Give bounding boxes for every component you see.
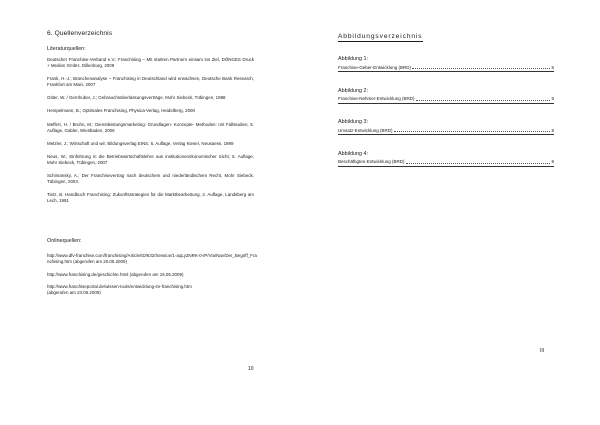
figure-index-line — [338, 96, 554, 104]
literature-item: Hempelmann, B.; Optimales Franchising, Physica-Verlag, Heidelberg, 2000 — [47, 108, 195, 114]
literature-item: Frank, H.-J.; Branchenanalyse – Franchising in Deutschland wird erwachsen, Deutsche Bank Research, Frankfurt am Main, 2007 — [47, 76, 254, 88]
dot-leader — [416, 100, 551, 101]
figure-index-line — [338, 159, 554, 167]
online-source-item — [47, 272, 257, 278]
figure-page-number: 8 — [551, 159, 554, 164]
figure-caption: Beschäftigten-Entwicklung (BRD) — [338, 159, 405, 164]
figure-index-entry[interactable] — [338, 119, 554, 135]
literature-item: Meffert, H. / Bruhn, M.; Dienstleistungsmarketing: Grundlagen- Konzepte- Methoden: mit Fallstudien, 5. Auflage, Gabler, Wiesbaden, 2006 — [47, 121, 254, 133]
dot-leader — [406, 163, 551, 164]
literature-item: Tietz, B. Handbuch Franchising: Zukunftsstrategien für die Marktbearbeitung, 2. Auflage, Landsberg am Lech, 1991 — [47, 192, 254, 204]
figure-index-entry[interactable] — [338, 56, 554, 72]
online-source-url[interactable]: http://www.franchising.de/geschichte.html — [47, 271, 129, 277]
dot-leader — [412, 68, 550, 69]
figure-page-number: 5 — [551, 64, 554, 70]
dot-leader — [394, 131, 551, 132]
online-source-access-date: (abgerufen am 23.05.2009) — [47, 290, 101, 296]
online-source-access-date: (abgerufen am 16.05.2009) — [129, 271, 184, 277]
figure-label: Abbildung 4: — [338, 150, 368, 157]
literature-item: Neus, W.; Einführung in die Betriebswirtschaftslehre aus institutionenökonomischer Sicht; 5. Auflage, Mohr Siebeck, Tübingen, 2007 — [47, 153, 254, 165]
figure-index-list — [338, 56, 554, 182]
page-number: 10 — [248, 366, 254, 372]
literature-item: Metzler, J.; Wirtschaft und wir; Bildungsverlag EINS, 6. Auflage, Verlag Kieser, Neusaess, 1989 — [47, 140, 234, 146]
figure-page-number: 5 — [551, 96, 554, 101]
online-source-item — [47, 284, 257, 296]
bibliography-heading: 6. Quellenverzeichnis — [47, 30, 113, 37]
online-source-access-date: (abgerufen am 20.05.2009) — [73, 259, 127, 265]
online-sources-list — [47, 253, 257, 303]
figure-label: Abbildung 2: — [338, 87, 368, 94]
literature-list — [47, 57, 254, 211]
literature-label: Literaturquellen: — [47, 46, 86, 52]
figure-caption: Franchise-Nehmer-Entwicklung (BRD) — [338, 96, 415, 101]
figure-index-entry[interactable] — [338, 88, 554, 104]
figure-index-line — [338, 128, 554, 136]
figure-label: Abbildung 3: — [338, 119, 368, 125]
figure-index-line — [338, 65, 554, 73]
online-source-item — [47, 253, 257, 265]
literature-item: Schimansky, A.; Der Franchisevertrag nach deutschem und niederländischem Recht, Mohr Siebeck, Tübingen, 2003. — [47, 173, 254, 185]
figure-index-title: Abbildungsverzeichnis — [338, 33, 423, 40]
figure-label: Abbildung 1: — [338, 56, 368, 62]
figure-caption: Umsatz-Entwicklung (BRD) — [338, 127, 393, 133]
online-sources-label: Onlinequellen: — [47, 238, 82, 244]
literature-item: Gitter, W. / Gernhuber, J.; Gebrauchsüberlassungsverträge, Mohr Siebeck, Tübingen, 1988 — [47, 95, 226, 101]
page-number: III — [540, 348, 545, 354]
literature-item: Deutscher Franchise-Verband e.V.; Franchising – Mit starken Partnern einsam ins Ziel, DÖNGES Druck + Medien GmbH, Dillenburg, 2009 — [47, 57, 254, 69]
figure-caption: Franchise-Geber-Entwicklung (BRD) — [338, 64, 412, 70]
online-source-url[interactable]: http://www.dfv-franchise.com/franchising/Article/ID/632/Session/1-aqLy2NRK-0-IP/Via/Nav/Der_Begriff_Franchising.htm — [47, 253, 257, 265]
figure-index-entry[interactable] — [338, 151, 554, 167]
figure-page-number: 8 — [551, 127, 554, 133]
online-source-url[interactable]: http://www.franchiseportal.de/wissen-tools/entwicklung-im-franchising.htm — [47, 284, 192, 290]
figure-index-page — [300, 0, 600, 425]
